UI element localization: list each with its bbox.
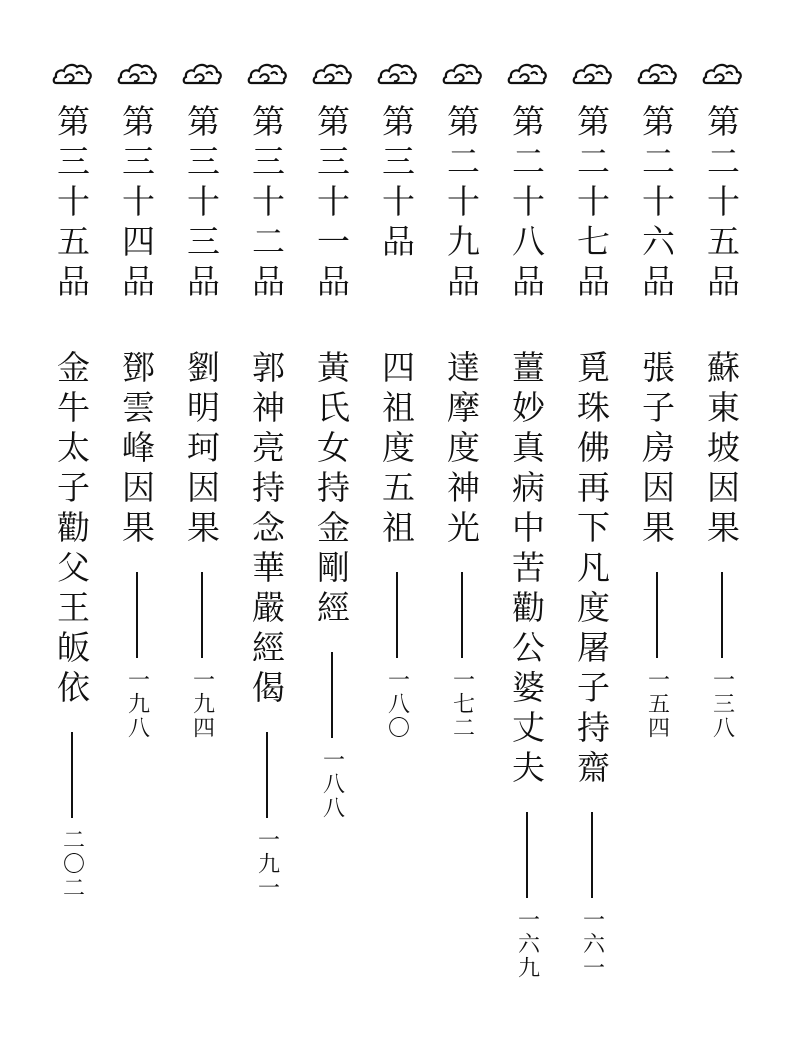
chapter-title: 覓珠佛再下凡度屠子持齋	[572, 350, 611, 790]
chapter-title: 鄧雲峰因果	[117, 350, 156, 550]
chapter-title: 四祖度五祖	[377, 350, 416, 550]
cloud-icon	[181, 56, 223, 88]
cloud-icon	[571, 56, 613, 88]
chapter-title: 薑妙真病中苦勸公婆丈夫	[507, 350, 546, 790]
page-number: 一九一	[254, 828, 280, 900]
chapter-title: 張子房因果	[637, 350, 676, 550]
page-number: 二〇二	[59, 828, 85, 900]
entry-body	[312, 350, 351, 820]
chapter-title: 蘇東坡因果	[702, 350, 741, 550]
chapter-title: 金牛太子勸父王皈依	[52, 350, 91, 710]
leader-line	[461, 572, 463, 658]
leader-line	[71, 732, 73, 818]
page-number: 一九八	[124, 668, 150, 740]
cloud-icon	[51, 56, 93, 88]
entry-body	[702, 350, 741, 740]
cloud-icon	[246, 56, 288, 88]
entry-body	[377, 350, 416, 740]
leader-line	[266, 732, 268, 818]
chapter-label: 第三十品	[377, 104, 416, 264]
page-number: 一七二	[449, 668, 475, 740]
entry-body	[117, 350, 156, 740]
page-number: 一五四	[644, 668, 670, 740]
table-of-contents	[39, 56, 754, 980]
toc-entry	[299, 56, 364, 980]
cloud-icon	[636, 56, 678, 88]
chapter-label: 第二十八品	[507, 104, 546, 304]
page-number: 一九四	[189, 668, 215, 740]
toc-entry	[169, 56, 234, 980]
chapter-title: 劉明珂因果	[182, 350, 221, 550]
entry-body	[442, 350, 481, 740]
cloud-icon	[441, 56, 483, 88]
entry-body	[52, 350, 91, 900]
page-number: 一六一	[579, 908, 605, 980]
chapter-label: 第二十九品	[442, 104, 481, 304]
leader-line	[656, 572, 658, 658]
toc-entry	[39, 56, 104, 980]
leader-line	[721, 572, 723, 658]
leader-line	[201, 572, 203, 658]
cloud-icon	[116, 56, 158, 88]
page-number: 一八八	[319, 748, 345, 820]
chapter-label: 第二十七品	[572, 104, 611, 304]
chapter-label: 第二十六品	[637, 104, 676, 304]
chapter-title: 黃氏女持金剛經	[312, 350, 351, 630]
chapter-label: 第三十一品	[312, 104, 351, 304]
toc-entry	[559, 56, 624, 980]
chapter-title: 郭神亮持念華嚴經偈	[247, 350, 286, 710]
toc-entry	[624, 56, 689, 980]
cloud-icon	[311, 56, 353, 88]
toc-entry	[689, 56, 754, 980]
entry-body	[572, 350, 611, 980]
entry-body	[507, 350, 546, 980]
leader-line	[526, 812, 528, 898]
toc-entry	[364, 56, 429, 980]
entry-body	[247, 350, 286, 900]
leader-line	[136, 572, 138, 658]
chapter-label: 第三十二品	[247, 104, 286, 304]
toc-entry	[104, 56, 169, 980]
entry-body	[637, 350, 676, 740]
toc-entry	[494, 56, 559, 980]
leader-line	[591, 812, 593, 898]
page-number: 一六九	[514, 908, 540, 980]
chapter-label: 第三十四品	[117, 104, 156, 304]
cloud-icon	[701, 56, 743, 88]
leader-line	[331, 652, 333, 738]
entry-body	[182, 350, 221, 740]
page-number: 一三八	[709, 668, 735, 740]
cloud-icon	[376, 56, 418, 88]
leader-line	[396, 572, 398, 658]
chapter-label: 第二十五品	[702, 104, 741, 304]
cloud-icon	[506, 56, 548, 88]
chapter-label: 第三十五品	[52, 104, 91, 304]
toc-entry	[429, 56, 494, 980]
chapter-title: 達摩度神光	[442, 350, 481, 550]
page-number: 一八〇	[384, 668, 410, 740]
toc-entry	[234, 56, 299, 980]
chapter-label: 第三十三品	[182, 104, 221, 304]
